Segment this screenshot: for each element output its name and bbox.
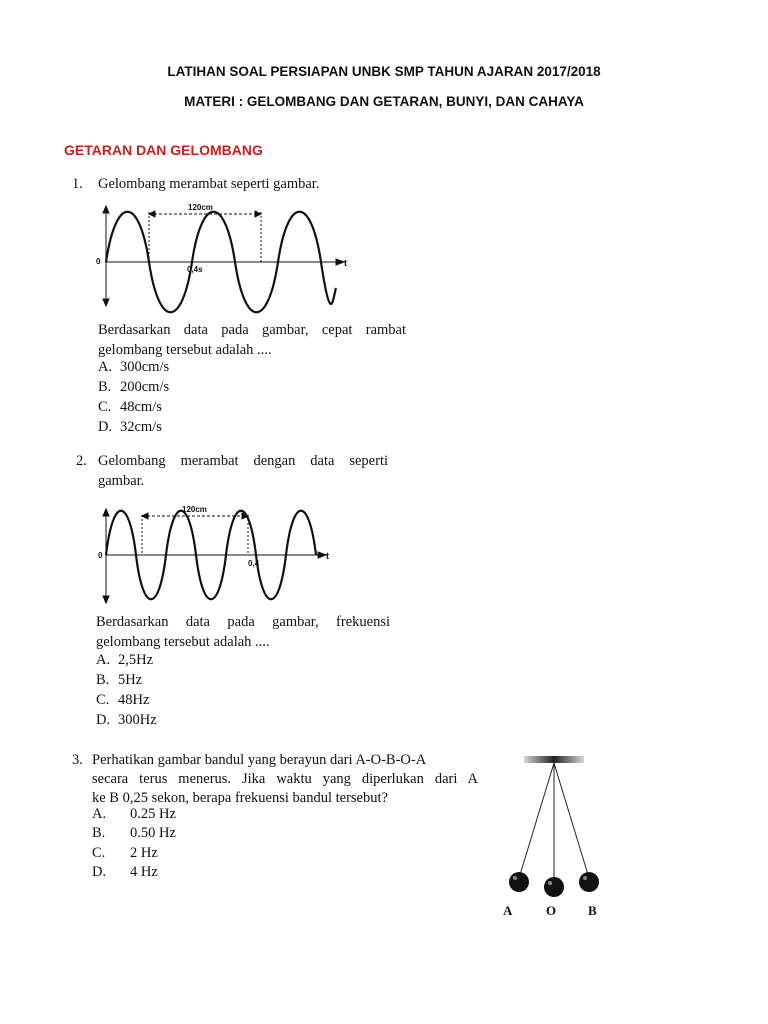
pendulum-bob-b-highlight [583,876,587,880]
question-1-option-c: C. 48cm/s [98,399,162,415]
wave-2-origin-label: 0 [98,551,103,560]
pendulum-figure [500,752,620,902]
pendulum-string-b [554,763,589,878]
pendulum-bob-a-highlight [513,876,517,880]
wave-1-axis-arrow-down [103,299,109,306]
question-1-option-b: B. 200cm/s [98,379,170,395]
pendulum-label-b: B [588,903,597,918]
question-3-option-a: A. 0.25 Hz [92,806,176,822]
question-2-option-d: D. 300Hz [96,712,157,728]
section-title: GETARAN DAN GELOMBANG [64,142,263,158]
question-2-stem-line-1: Gelombang merambat dengan data seperti [98,453,388,469]
wave-2-length-label: 120cm [182,505,207,514]
question-2-prompt-line-2: gelombang tersebut adalah .... [96,634,270,650]
question-2-number: 2. [76,453,87,469]
question-1-stem: Gelombang merambat seperti gambar. [98,176,320,192]
wave-1-origin-label: 0 [96,257,101,266]
wave-1-axis-arrow-up [103,206,109,213]
question-1-prompt-line-2: gelombang tersebut adalah .... [98,342,272,358]
pendulum-support-bar [524,756,584,763]
pendulum-string-a [519,763,554,878]
question-1-wave-figure [96,198,356,308]
document-subtitle: MATERI : GELOMBANG DAN GETARAN, BUNYI, DAN CAHAYA [184,94,584,109]
question-2-wave-figure [96,503,336,603]
wave-1-axis-label: t [344,258,347,268]
document-title: LATIHAN SOAL PERSIAPAN UNBK SMP TAHUN AJARAN 2017/2018 [167,64,601,79]
question-1-option-d: D. 32cm/s [98,419,162,435]
wave-1-span-arrow-right [255,211,261,217]
question-2-option-a: A. 2,5Hz [96,652,154,668]
wave-2-time-arrow [318,552,326,558]
question-3-stem-line-1: Perhatikan gambar bandul yang berayun dari A-O-B-O-A [92,752,427,768]
wave-2-span-arrow-left [142,513,148,519]
question-1-prompt-line-1: Berdasarkan data pada gambar, cepat rambat [98,322,406,338]
question-1-number: 1. [72,176,83,192]
pendulum-bob-o [544,877,564,897]
wave-2-time-label: 0,4 [248,559,260,568]
wave-1-span-arrow-left [149,211,155,217]
wave-1-time-arrow [336,259,344,265]
pendulum-bob-a [509,872,529,892]
question-3-number: 3. [72,752,83,768]
pendulum-bob-b [579,872,599,892]
wave-1-time-label: 0,4s [187,265,203,274]
wave-2-axis-arrow-up [103,509,109,516]
question-2-stem-line-2: gambar. [98,473,145,489]
pendulum-bob-o-highlight [548,881,552,885]
question-2-option-c: C. 48Hz [96,692,150,708]
wave-2-axis-label: t [326,551,329,561]
pendulum-label-o: O [546,903,557,918]
question-2-prompt-line-1: Berdasarkan data pada gambar, frekuensi [96,614,390,630]
pendulum-label-a: A [503,903,513,918]
question-3-option-b: B. 0.50 Hz [92,825,176,841]
question-1-option-a: A. 300cm/s [98,359,170,375]
question-3-stem-line-3: ke B 0,25 sekon, berapa frekuensi bandul tersebut? [92,790,388,806]
wave-2-axis-arrow-down [103,596,109,603]
question-2-option-b: B. 5Hz [96,672,143,688]
question-3-stem-line-2: secara terus menerus. Jika waktu yang diperlukan dari A [92,771,478,787]
question-3-option-d: D. 4 Hz [92,864,158,880]
question-3-option-c: C. 2 Hz [92,845,158,861]
wave-1-length-label: 120cm [188,203,213,212]
